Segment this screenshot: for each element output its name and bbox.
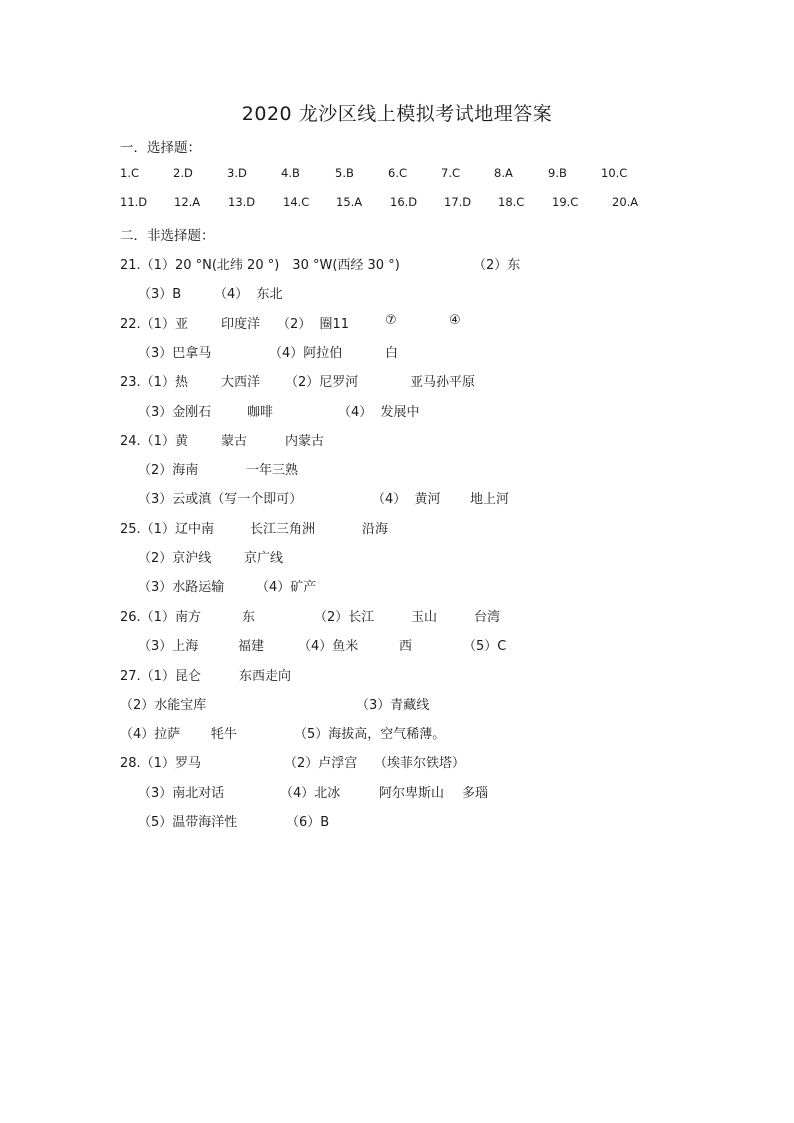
answer-part: 阿尔卑斯山 [379, 786, 445, 801]
answer-part: （2） 圈11 [277, 317, 350, 332]
section-heading-choice: 一．选择题： [120, 140, 201, 156]
mc-answer: 11.D [120, 195, 148, 209]
answer-part: ⑦ [385, 313, 397, 328]
answer-part: 白 [385, 346, 399, 361]
answer-part: 西 [399, 639, 413, 654]
answer-part: （5）温带海洋性 [138, 815, 238, 830]
answer-part: （埃菲尔铁塔） [374, 756, 466, 771]
mc-answer: 16.D [390, 195, 418, 209]
answer-part: 咖啡 [247, 405, 274, 420]
answer-part: ④ [449, 313, 461, 328]
mc-answer: 1.C [120, 166, 140, 180]
mc-answer: 13.D [228, 195, 256, 209]
answer-part: 22.（1）亚 [120, 317, 188, 332]
answer-part: （2）尼罗河 [285, 375, 359, 390]
answer-part: （6）B [286, 815, 330, 830]
answer-part: 23.（1）热 [120, 375, 188, 390]
answer-part: （3）南北对话 [138, 786, 225, 801]
answer-part: 亚马孙平原 [410, 375, 476, 390]
answer-part: 印度洋 [221, 317, 261, 332]
answer-part: （3）B [138, 287, 182, 302]
answer-part: 牦牛 [211, 727, 238, 742]
answer-part: 21.（1）20 °N(北纬 20 °) 30 °W(西经 30 °) [120, 258, 400, 273]
page-title: 2020 龙沙区线上模拟考试地理答案 [241, 103, 553, 125]
mc-answer: 14.C [283, 195, 310, 209]
answer-part: （2）卢浮宫 [284, 756, 358, 771]
answer-part: （4） 发展中 [338, 405, 420, 420]
answer-part: （2）京沪线 [138, 551, 212, 566]
answer-part: （4）阿拉伯 [269, 346, 343, 361]
mc-answer: 7.C [441, 166, 461, 180]
answer-part: （2）东 [473, 258, 521, 273]
answer-part: 京广线 [244, 551, 284, 566]
mc-answer: 6.C [388, 166, 408, 180]
mc-answer: 20.A [612, 195, 639, 209]
mc-answer: 5.B [335, 166, 354, 180]
answer-part: （4）鱼米 [298, 639, 359, 654]
answer-part: （3）上海 [138, 639, 199, 654]
answer-part: 内蒙古 [285, 434, 325, 449]
answer-part: 大西洋 [221, 375, 261, 390]
answer-part: （5）海拔高，空气稀薄。 [294, 727, 446, 742]
mc-answer: 4.B [281, 166, 300, 180]
mc-answer: 10.C [601, 166, 628, 180]
answer-part: 28.（1）罗马 [120, 756, 201, 771]
answer-part: （2）海南 [138, 463, 199, 478]
mc-answer: 17.D [444, 195, 472, 209]
answer-part: 地上河 [470, 492, 510, 507]
mc-answer: 8.A [494, 166, 513, 180]
mc-answer: 3.D [227, 166, 247, 180]
answer-part: 东 [242, 610, 256, 625]
answer-part: 26.（1）南方 [120, 610, 201, 625]
answer-part: （3）金刚石 [138, 405, 212, 420]
answer-part: 一年三熟 [246, 463, 299, 478]
answer-part: 沿海 [362, 522, 389, 537]
answer-part: （3）青藏线 [356, 698, 430, 713]
mc-answer: 15.A [336, 195, 363, 209]
answer-part: （5）C [463, 639, 507, 654]
answer-part: 玉山 [411, 610, 438, 625]
answer-part: （4） 东北 [214, 287, 283, 302]
mc-answer: 12.A [174, 195, 201, 209]
answer-part: （2）水能宝库 [120, 698, 207, 713]
mc-answer: 18.C [498, 195, 525, 209]
answer-part: 27.（1）昆仑 [120, 669, 201, 684]
answer-part: （3）云或滇（写一个即可） [138, 492, 303, 507]
section-heading-nonchoice: 二．非选择题： [120, 228, 215, 244]
mc-answer: 2.D [173, 166, 193, 180]
answer-part: 长江三角洲 [250, 522, 316, 537]
answer-part: 多瑙 [462, 786, 489, 801]
mc-answer: 9.B [548, 166, 567, 180]
answer-part: 台湾 [474, 610, 501, 625]
answer-part: （4） 黄河 [372, 492, 441, 507]
answer-part: 蒙古 [221, 434, 248, 449]
answer-part: 东西走向 [239, 669, 292, 684]
mc-answer: 19.C [552, 195, 579, 209]
answer-part: （3）水路运输 [138, 580, 225, 595]
answer-part: 福建 [238, 639, 265, 654]
answer-part: 25.（1）辽中南 [120, 522, 214, 537]
answer-part: 24.（1）黄 [120, 434, 188, 449]
answer-part: （2）长江 [314, 610, 375, 625]
answer-part: （4）北冰 [280, 786, 341, 801]
answer-part: （4）矿产 [256, 580, 317, 595]
answer-part: （4）拉萨 [120, 727, 181, 742]
answer-part: （3）巴拿马 [138, 346, 212, 361]
